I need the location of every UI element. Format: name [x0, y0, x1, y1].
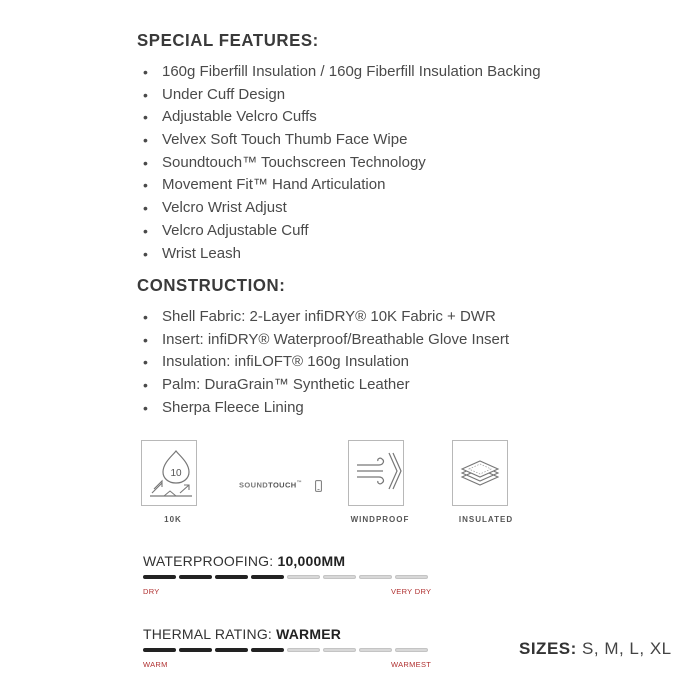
list-item: • Movement Fit™ Hand Articulation	[141, 174, 541, 197]
construction-heading: CONSTRUCTION:	[137, 275, 286, 295]
list-item: • Sherpa Fleece Lining	[141, 397, 509, 420]
insulated-label: INSULATED	[458, 515, 514, 524]
waterproofing-bar	[143, 575, 428, 579]
special-features-heading: SPECIAL FEATURES:	[137, 30, 319, 50]
tenk-badge: 10	[170, 468, 182, 479]
special-features-list	[141, 61, 541, 265]
list-item: • Velcro Adjustable Cuff	[141, 220, 541, 243]
list-item: • Velcro Wrist Adjust	[141, 197, 541, 220]
waterproofing-title: WATERPROOFING: 10,000MM	[143, 553, 346, 569]
thermal-min-label: WARM	[143, 660, 168, 669]
list-item: • Adjustable Velcro Cuffs	[141, 106, 541, 129]
tenk-label: 10K	[164, 515, 182, 524]
list-item: • Insert: infiDRY® Waterproof/Breathable Glove Insert	[141, 329, 509, 352]
rating-segment-empty	[395, 575, 428, 579]
rating-segment-empty	[359, 648, 392, 652]
list-item: • Insulation: infiLOFT® 160g Insulation	[141, 351, 509, 374]
list-item: • Under Cuff Design	[141, 84, 541, 107]
insulated-icon	[452, 440, 508, 506]
rating-segment-filled	[251, 648, 284, 652]
rating-segment-filled	[215, 575, 248, 579]
phone-icon	[315, 480, 322, 492]
windproof-label: WINDPROOF	[350, 515, 410, 524]
list-item: • Wrist Leash	[141, 243, 541, 266]
rating-segment-empty	[323, 575, 356, 579]
windproof-icon	[348, 440, 404, 506]
construction-list	[141, 306, 509, 419]
list-item: • Palm: DuraGrain™ Synthetic Leather	[141, 374, 509, 397]
rating-segment-empty	[395, 648, 428, 652]
rating-segment-filled	[215, 648, 248, 652]
thermal-value: WARMER	[276, 626, 342, 642]
list-item: • 160g Fiberfill Insulation / 160g Fiberfill Insulation Backing	[141, 61, 541, 84]
waterproofing-value: 10,000MM	[277, 553, 346, 569]
soundtouch-logo: SOUNDTOUCH™	[239, 480, 303, 490]
thermal-bar	[143, 648, 428, 652]
list-item: • Soundtouch™ Touchscreen Technology	[141, 152, 541, 175]
list-item: • Shell Fabric: 2-Layer infiDRY® 10K Fabric + DWR	[141, 306, 509, 329]
sizes	[519, 639, 672, 659]
rating-segment-filled	[179, 575, 212, 579]
rating-segment-empty	[287, 575, 320, 579]
rating-segment-empty	[323, 648, 356, 652]
rating-segment-filled	[143, 575, 176, 579]
rating-segment-empty	[287, 648, 320, 652]
waterproofing-max-label: VERY DRY	[391, 587, 432, 596]
thermal-title: THERMAL RATING: WARMER	[143, 626, 342, 642]
rating-segment-filled	[251, 575, 284, 579]
rating-segment-empty	[359, 575, 392, 579]
thermal-max-label: WARMEST	[391, 660, 432, 669]
waterproofing-min-label: DRY	[143, 587, 160, 596]
sizes-label: SIZES:	[519, 639, 577, 658]
rating-segment-filled	[179, 648, 212, 652]
list-item: • Velvex Soft Touch Thumb Face Wipe	[141, 129, 541, 152]
sizes-values: S, M, L, XL	[582, 639, 672, 658]
waterproof-10k-icon	[141, 440, 197, 506]
rating-segment-filled	[143, 648, 176, 652]
